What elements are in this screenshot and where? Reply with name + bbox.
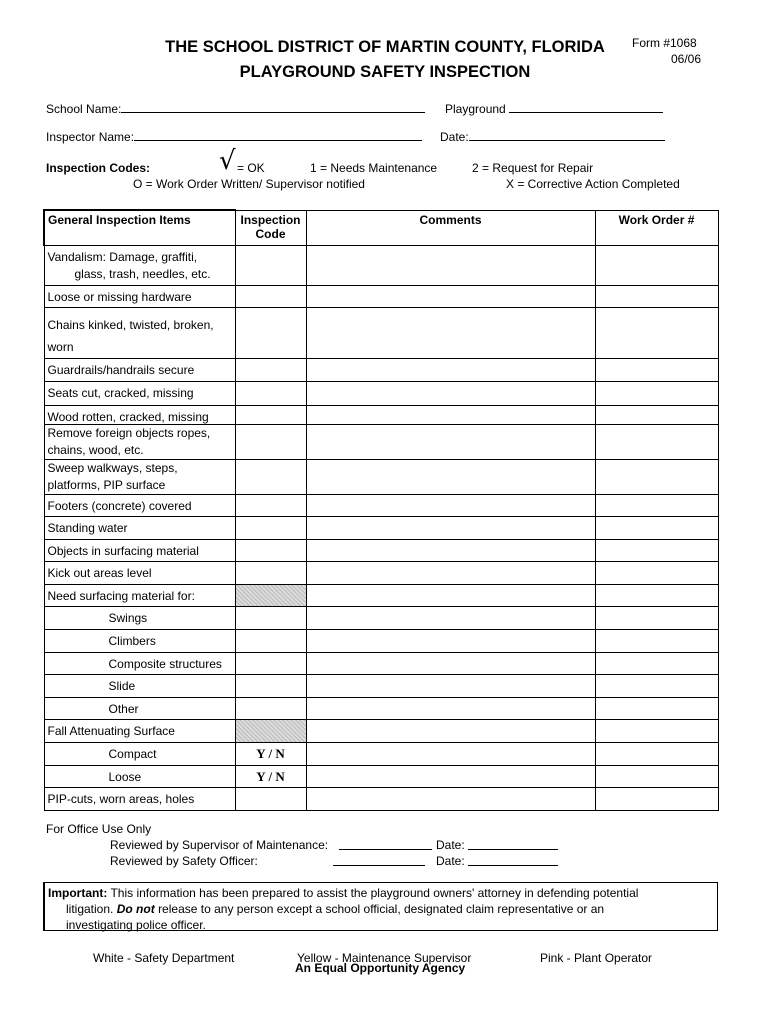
table-row xyxy=(44,424,718,459)
code-cell[interactable] xyxy=(235,424,306,459)
work-order-cell[interactable] xyxy=(595,494,718,516)
playground-line[interactable] xyxy=(509,101,663,113)
work-order-cell[interactable] xyxy=(595,584,718,606)
table-row xyxy=(44,381,718,405)
comment-cell[interactable] xyxy=(306,561,595,584)
table-row xyxy=(44,405,718,424)
table-row xyxy=(44,697,718,719)
table-header-row xyxy=(44,210,718,245)
comment-cell[interactable] xyxy=(306,516,595,539)
comment-cell[interactable] xyxy=(306,719,595,742)
safety-review-line[interactable] xyxy=(333,854,425,866)
header-code-line1: Inspection xyxy=(240,212,301,227)
comment-cell[interactable] xyxy=(306,539,595,561)
item-sweep-line1: Sweep walkways, steps, xyxy=(47,460,178,475)
work-order-cell[interactable] xyxy=(595,245,718,285)
code-cell[interactable] xyxy=(235,358,306,381)
date-field[interactable] xyxy=(440,129,665,144)
item-foreign-line2: chains, wood, etc. xyxy=(47,442,144,457)
table-row xyxy=(44,742,718,765)
table-row xyxy=(44,539,718,561)
important-label: Important: xyxy=(48,886,108,900)
item-other: Other xyxy=(44,697,235,719)
table-row xyxy=(44,584,718,606)
work-order-cell[interactable] xyxy=(595,516,718,539)
work-order-cell[interactable] xyxy=(595,742,718,765)
item-slide: Slide xyxy=(44,674,235,697)
work-order-cell[interactable] xyxy=(595,765,718,787)
table-row xyxy=(44,285,718,307)
important-line3: investigating police officer. xyxy=(66,918,206,932)
maint-date-line[interactable] xyxy=(468,838,558,850)
date-line[interactable] xyxy=(469,129,665,141)
work-order-cell[interactable] xyxy=(595,381,718,405)
work-order-cell[interactable] xyxy=(595,719,718,742)
form-title-line2: PLAYGROUND SAFETY INSPECTION xyxy=(239,63,531,81)
item-hardware: Loose or missing hardware xyxy=(44,285,235,307)
safety-date-line[interactable] xyxy=(468,854,558,866)
safety-review-label: Reviewed by Safety Officer: xyxy=(110,854,258,868)
work-order-cell[interactable] xyxy=(595,424,718,459)
important-text2b: release to any person except a school official, designated claim representative or an xyxy=(158,902,605,916)
form-number: Form #1068 xyxy=(632,36,697,50)
code-cell[interactable] xyxy=(235,494,306,516)
item-need-surfacing: Need surfacing material for: xyxy=(44,584,235,606)
table-row xyxy=(44,561,718,584)
comment-cell[interactable] xyxy=(306,424,595,459)
work-order-cell[interactable] xyxy=(595,787,718,810)
work-order-cell[interactable] xyxy=(595,629,718,652)
work-order-cell[interactable] xyxy=(595,307,718,358)
item-foreign-objects xyxy=(44,424,235,459)
table-row xyxy=(44,516,718,539)
code-cell[interactable] xyxy=(235,652,306,674)
inspector-name-label: Inspector Name: xyxy=(46,130,135,144)
item-pip: PIP-cuts, worn areas, holes xyxy=(44,787,235,810)
copy-white: White - Safety Department xyxy=(93,951,235,965)
code-cell[interactable] xyxy=(235,516,306,539)
code-cell[interactable] xyxy=(235,629,306,652)
comment-cell[interactable] xyxy=(306,381,595,405)
date-label: Date: xyxy=(440,130,469,144)
inspection-table xyxy=(43,209,719,811)
comment-cell[interactable] xyxy=(306,358,595,381)
work-order-cell[interactable] xyxy=(595,358,718,381)
item-fall-attenuating: Fall Attenuating Surface xyxy=(44,719,235,742)
code-cell[interactable] xyxy=(235,787,306,810)
inspection-codes-label: Inspection Codes: xyxy=(46,161,151,175)
item-chains-line2: worn xyxy=(47,339,74,354)
table-row xyxy=(44,494,718,516)
comment-cell[interactable] xyxy=(306,697,595,719)
table-row xyxy=(44,787,718,810)
item-chains-line1: Chains kinked, twisted, broken, xyxy=(47,317,214,332)
item-swings: Swings xyxy=(44,606,235,629)
work-order-cell[interactable] xyxy=(595,606,718,629)
code-request-repair: 2 = Request for Repair xyxy=(472,161,594,175)
school-name-field[interactable] xyxy=(46,101,425,116)
table-row xyxy=(44,459,718,494)
code-cell[interactable] xyxy=(235,245,306,285)
table-row xyxy=(44,307,718,358)
office-use-heading: For Office Use Only xyxy=(46,822,152,836)
code-cell[interactable] xyxy=(235,561,306,584)
important-notice xyxy=(43,882,718,931)
table-row xyxy=(44,358,718,381)
maint-review-label: Reviewed by Supervisor of Maintenance: xyxy=(110,838,329,852)
item-loose: Loose xyxy=(44,765,235,787)
item-foreign-line1: Remove foreign objects ropes, xyxy=(47,425,211,440)
school-name-label: School Name: xyxy=(46,102,122,116)
item-vandalism xyxy=(44,245,235,285)
code-cell[interactable] xyxy=(235,606,306,629)
code-cell[interactable] xyxy=(235,539,306,561)
inspector-name-field[interactable] xyxy=(46,129,422,144)
important-text1: This information has been prepared to assist the playground owners' attorney in defending potential xyxy=(110,886,639,900)
important-line1 xyxy=(48,885,717,901)
work-order-cell[interactable] xyxy=(595,561,718,584)
code-cell[interactable] xyxy=(235,459,306,494)
code-corrective: X = Corrective Action Completed xyxy=(506,177,680,191)
item-footers: Footers (concrete) covered xyxy=(44,494,235,516)
copy-yellow: Yellow - Maintenance Supervisor xyxy=(297,951,472,965)
work-order-cell[interactable] xyxy=(595,285,718,307)
comment-cell[interactable] xyxy=(306,584,595,606)
item-compact: Compact xyxy=(44,742,235,765)
playground-label: Playground xyxy=(445,102,506,116)
table-row xyxy=(44,606,718,629)
item-composite: Composite structures xyxy=(44,652,235,674)
maint-date-label: Date: xyxy=(436,838,465,852)
work-order-cell[interactable] xyxy=(595,539,718,561)
header-items: General Inspection Items xyxy=(44,210,235,245)
item-seats: Seats cut, cracked, missing xyxy=(44,381,235,405)
comment-cell[interactable] xyxy=(306,629,595,652)
item-kickout: Kick out areas level xyxy=(44,561,235,584)
code-ok: = OK xyxy=(237,161,265,175)
shaded-cell xyxy=(235,584,306,606)
item-vandalism-line2: glass, trash, needles, etc. xyxy=(74,266,211,281)
comment-cell[interactable] xyxy=(306,742,595,765)
item-chains xyxy=(44,307,235,358)
code-cell[interactable] xyxy=(235,381,306,405)
table-row xyxy=(44,674,718,697)
table-row xyxy=(44,652,718,674)
item-objects: Objects in surfacing material xyxy=(44,539,235,561)
table-row xyxy=(44,719,718,742)
code-cell[interactable] xyxy=(235,674,306,697)
header-code xyxy=(235,210,306,245)
item-guardrails: Guardrails/handrails secure xyxy=(44,358,235,381)
important-do-not: Do not xyxy=(116,902,155,916)
work-order-cell[interactable] xyxy=(595,652,718,674)
shaded-cell xyxy=(235,719,306,742)
item-sweep xyxy=(44,459,235,494)
table-row xyxy=(44,629,718,652)
school-name-line[interactable] xyxy=(121,101,425,113)
work-order-cell[interactable] xyxy=(595,697,718,719)
code-cell[interactable] xyxy=(235,307,306,358)
comment-cell[interactable] xyxy=(306,652,595,674)
work-order-cell[interactable] xyxy=(595,405,718,424)
form-revision-date: 06/06 xyxy=(671,52,702,66)
table-row xyxy=(44,765,718,787)
comment-cell[interactable] xyxy=(306,606,595,629)
code-cell[interactable] xyxy=(235,697,306,719)
important-line2 xyxy=(48,901,717,917)
item-vandalism-line1: Vandalism: Damage, graffiti, xyxy=(47,249,198,264)
equal-opportunity: An Equal Opportunity Agency xyxy=(295,961,466,975)
playground-field[interactable] xyxy=(445,101,663,116)
code-work-order: O = Work Order Written/ Supervisor notified xyxy=(133,177,365,191)
code-cell[interactable] xyxy=(235,285,306,307)
compact-yn[interactable]: Y / N xyxy=(235,742,306,765)
inspector-name-line[interactable] xyxy=(134,129,422,141)
item-standing-water: Standing water xyxy=(44,516,235,539)
comment-cell[interactable] xyxy=(306,459,595,494)
safety-date-label: Date: xyxy=(436,854,465,868)
comment-cell[interactable] xyxy=(306,245,595,285)
item-sweep-line2: platforms, PIP surface xyxy=(47,477,166,492)
comment-cell[interactable] xyxy=(306,405,595,424)
comment-cell[interactable] xyxy=(306,494,595,516)
form-title-line1: THE SCHOOL DISTRICT OF MARTIN COUNTY, FLORIDA xyxy=(165,38,605,56)
work-order-cell[interactable] xyxy=(595,674,718,697)
header-work-order: Work Order # xyxy=(595,210,718,245)
header-comments: Comments xyxy=(306,210,595,245)
comment-cell[interactable] xyxy=(306,765,595,787)
checkmark-icon: √ xyxy=(219,146,236,176)
code-cell[interactable] xyxy=(235,405,306,424)
comment-cell[interactable] xyxy=(306,285,595,307)
maint-review-line[interactable] xyxy=(339,838,432,850)
comment-cell[interactable] xyxy=(306,787,595,810)
header-code-line2: Code xyxy=(255,226,286,241)
work-order-cell[interactable] xyxy=(595,459,718,494)
item-wood: Wood rotten, cracked, missing xyxy=(44,405,235,424)
loose-yn[interactable]: Y / N xyxy=(235,765,306,787)
comment-cell[interactable] xyxy=(306,674,595,697)
item-climbers: Climbers xyxy=(44,629,235,652)
table-row xyxy=(44,245,718,285)
comment-cell[interactable] xyxy=(306,307,595,358)
code-needs-maintenance: 1 = Needs Maintenance xyxy=(310,161,438,175)
copy-pink: Pink - Plant Operator xyxy=(540,951,653,965)
important-text2a: litigation. xyxy=(66,902,114,916)
